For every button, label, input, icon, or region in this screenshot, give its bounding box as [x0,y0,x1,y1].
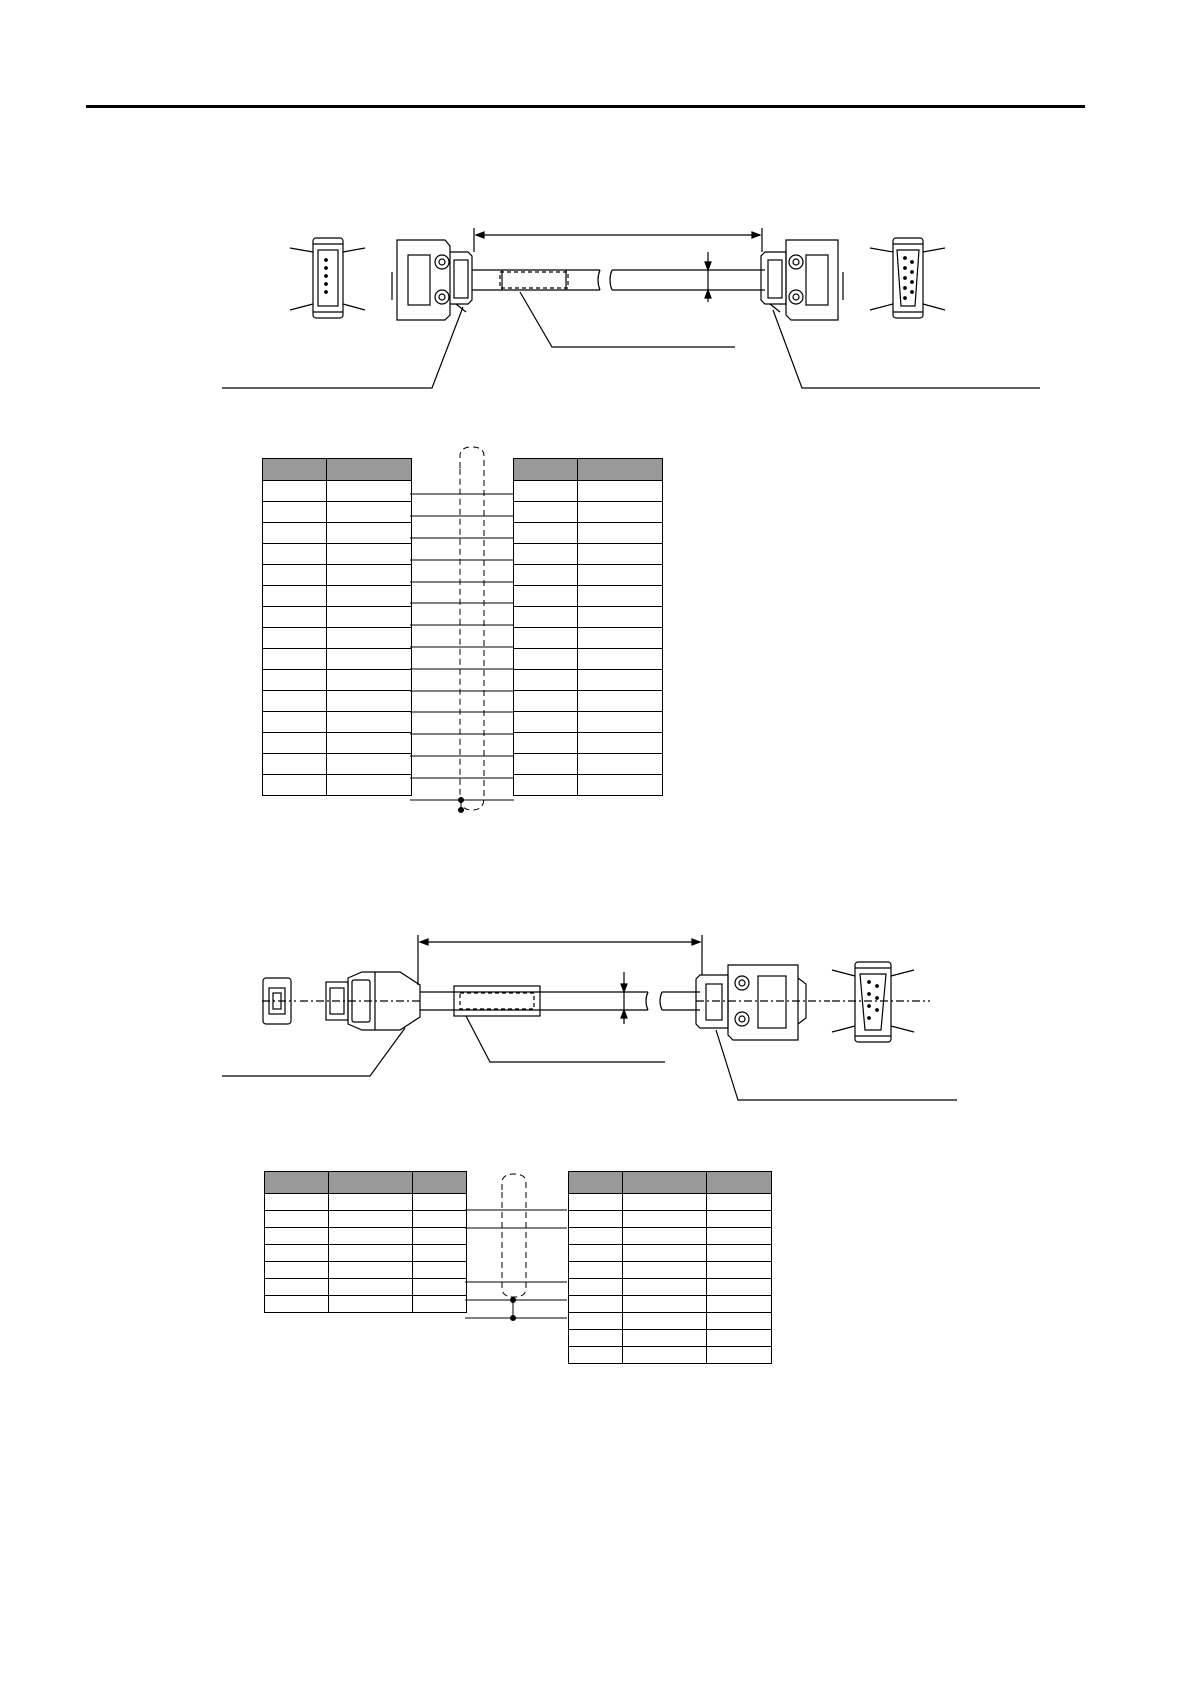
table-cell [707,1194,772,1211]
table-cell [707,1262,772,1279]
bottom-wiring [465,1174,567,1321]
table-cell [578,502,663,523]
table-row [263,586,412,607]
table-cell [413,1296,467,1313]
table-row [514,502,663,523]
table-row [263,502,412,523]
table-cell [263,628,327,649]
table-cell [514,607,578,628]
table-row [569,1313,772,1330]
table-cell [569,1211,623,1228]
table-row [514,775,663,796]
table-header-row [263,459,412,481]
table-cell [327,754,412,775]
table-body [514,481,663,796]
table-cell [265,1211,329,1228]
table-header-cell [327,459,412,481]
table-body [265,1194,467,1313]
table-row [514,628,663,649]
table-cell [263,544,327,565]
bottom-db-connector-face [832,962,930,1042]
table-row [569,1330,772,1347]
table-cell [623,1330,707,1347]
table-cell [327,628,412,649]
table-header-cell [707,1172,772,1194]
table-cell [569,1245,623,1262]
table-row [263,544,412,565]
table-cell [327,733,412,754]
table-row [514,754,663,775]
top-cable-body [472,270,765,290]
top-diameter-dimension [705,252,711,302]
table-cell [707,1296,772,1313]
bottom-right-pin-table [568,1171,772,1364]
table-cell [623,1296,707,1313]
table-row [514,523,663,544]
table-cell [514,712,578,733]
table-row [263,754,412,775]
table-cell [569,1279,623,1296]
left-pin-face-view [290,238,365,318]
table-cell [327,586,412,607]
table-row [263,712,412,733]
table-cell [623,1194,707,1211]
table-cell [263,523,327,544]
table-cell [329,1279,413,1296]
table-cell [265,1262,329,1279]
table-row [514,544,663,565]
table-cell [707,1313,772,1330]
table-cell [263,733,327,754]
table-cell [327,565,412,586]
table-cell [578,523,663,544]
table-cell [707,1211,772,1228]
table-cell [578,670,663,691]
top-wiring [410,447,514,813]
table-cell [514,691,578,712]
table-row [263,775,412,796]
table-body [569,1194,772,1364]
table-header-row [514,459,663,481]
bottom-diameter-dimension [621,972,627,1024]
table-row [263,607,412,628]
table-row [263,733,412,754]
table-cell [327,607,412,628]
table-row [569,1228,772,1245]
table-row [569,1194,772,1211]
table-row [514,733,663,754]
bottom-left-pin-table [264,1171,467,1313]
table-row [265,1296,467,1313]
table-row [514,481,663,502]
table-cell [263,775,327,796]
table-cell [329,1211,413,1228]
right-connector-hood [761,240,843,320]
table-header-cell [265,1172,329,1194]
mini-connector-face [262,978,296,1024]
table-row [569,1245,772,1262]
table-cell [413,1211,467,1228]
table-cell [263,754,327,775]
table-cell [707,1228,772,1245]
top-leader-lines [222,292,1040,388]
table-header-row [569,1172,772,1194]
table-cell [263,712,327,733]
table-cell [514,523,578,544]
table-cell [327,502,412,523]
table-header-cell [514,459,578,481]
table-row [265,1228,467,1245]
table-cell [578,628,663,649]
table-cell [327,691,412,712]
table-cell [578,544,663,565]
table-body [263,481,412,796]
table-cell [514,586,578,607]
bottom-cable-body [420,986,700,1016]
table-cell [707,1279,772,1296]
table-cell [569,1262,623,1279]
table-row [569,1211,772,1228]
table-row [514,712,663,733]
table-row [514,691,663,712]
table-cell [413,1228,467,1245]
table-cell [569,1330,623,1347]
table-row [514,586,663,607]
mini-connector-plug [300,972,420,1030]
table-cell [327,775,412,796]
table-header-cell [623,1172,707,1194]
table-cell [329,1228,413,1245]
table-header-cell [329,1172,413,1194]
table-cell [265,1245,329,1262]
left-connector-hood [392,240,472,320]
table-row [514,649,663,670]
table-row [265,1211,467,1228]
table-cell [413,1245,467,1262]
table-row [263,670,412,691]
table-cell [329,1194,413,1211]
table-cell [327,712,412,733]
bottom-length-dimension [418,935,702,985]
table-cell [514,733,578,754]
table-header-cell [413,1172,467,1194]
table-row [514,565,663,586]
table-cell [569,1194,623,1211]
table-cell [707,1330,772,1347]
table-cell [263,586,327,607]
table-cell [569,1347,623,1364]
table-cell [265,1194,329,1211]
table-cell [327,649,412,670]
table-cell [707,1245,772,1262]
table-row [263,628,412,649]
table-cell [623,1262,707,1279]
table-cell [265,1279,329,1296]
table-cell [413,1262,467,1279]
table-row [569,1262,772,1279]
table-cell [514,670,578,691]
table-row [265,1279,467,1296]
top-length-dimension [474,228,762,252]
table-row [514,607,663,628]
table-cell [578,754,663,775]
table-cell [514,481,578,502]
top-right-pin-table [513,458,663,796]
table-cell [329,1245,413,1262]
table-cell [569,1228,623,1245]
table-cell [329,1296,413,1313]
table-header-cell [263,459,327,481]
table-cell [514,544,578,565]
table-cell [707,1347,772,1364]
table-cell [263,565,327,586]
table-cell [578,691,663,712]
table-cell [578,733,663,754]
table-cell [578,775,663,796]
table-cell [578,649,663,670]
table-cell [569,1313,623,1330]
top-left-pin-table [262,458,412,796]
table-cell [327,523,412,544]
table-cell [413,1279,467,1296]
table-cell [263,607,327,628]
table-cell [263,502,327,523]
table-cell [514,628,578,649]
table-header-cell [578,459,663,481]
table-cell [263,691,327,712]
table-row [263,481,412,502]
table-cell [265,1296,329,1313]
table-cell [623,1313,707,1330]
table-cell [514,565,578,586]
table-row [265,1245,467,1262]
right-pin-face-view [870,238,945,318]
table-cell [327,670,412,691]
table-row [265,1194,467,1211]
table-cell [578,607,663,628]
table-row [569,1347,772,1364]
table-cell [514,775,578,796]
table-cell [578,481,663,502]
table-cell [263,649,327,670]
table-cell [623,1347,707,1364]
table-cell [623,1228,707,1245]
table-cell [514,649,578,670]
table-header-row [265,1172,467,1194]
table-row [263,523,412,544]
bottom-db-connector-hood [696,965,830,1040]
table-row [263,649,412,670]
table-header-cell [569,1172,623,1194]
table-row [265,1262,467,1279]
table-cell [263,481,327,502]
table-row [263,565,412,586]
table-row [263,691,412,712]
table-cell [514,502,578,523]
table-row [569,1279,772,1296]
table-cell [623,1211,707,1228]
table-cell [578,586,663,607]
table-cell [263,670,327,691]
table-cell [514,754,578,775]
table-cell [327,544,412,565]
table-cell [623,1279,707,1296]
table-cell [569,1296,623,1313]
table-cell [578,712,663,733]
table-cell [578,565,663,586]
table-cell [327,481,412,502]
table-row [569,1296,772,1313]
table-cell [329,1262,413,1279]
table-row [514,670,663,691]
table-cell [623,1245,707,1262]
table-cell [413,1194,467,1211]
table-cell [265,1228,329,1245]
